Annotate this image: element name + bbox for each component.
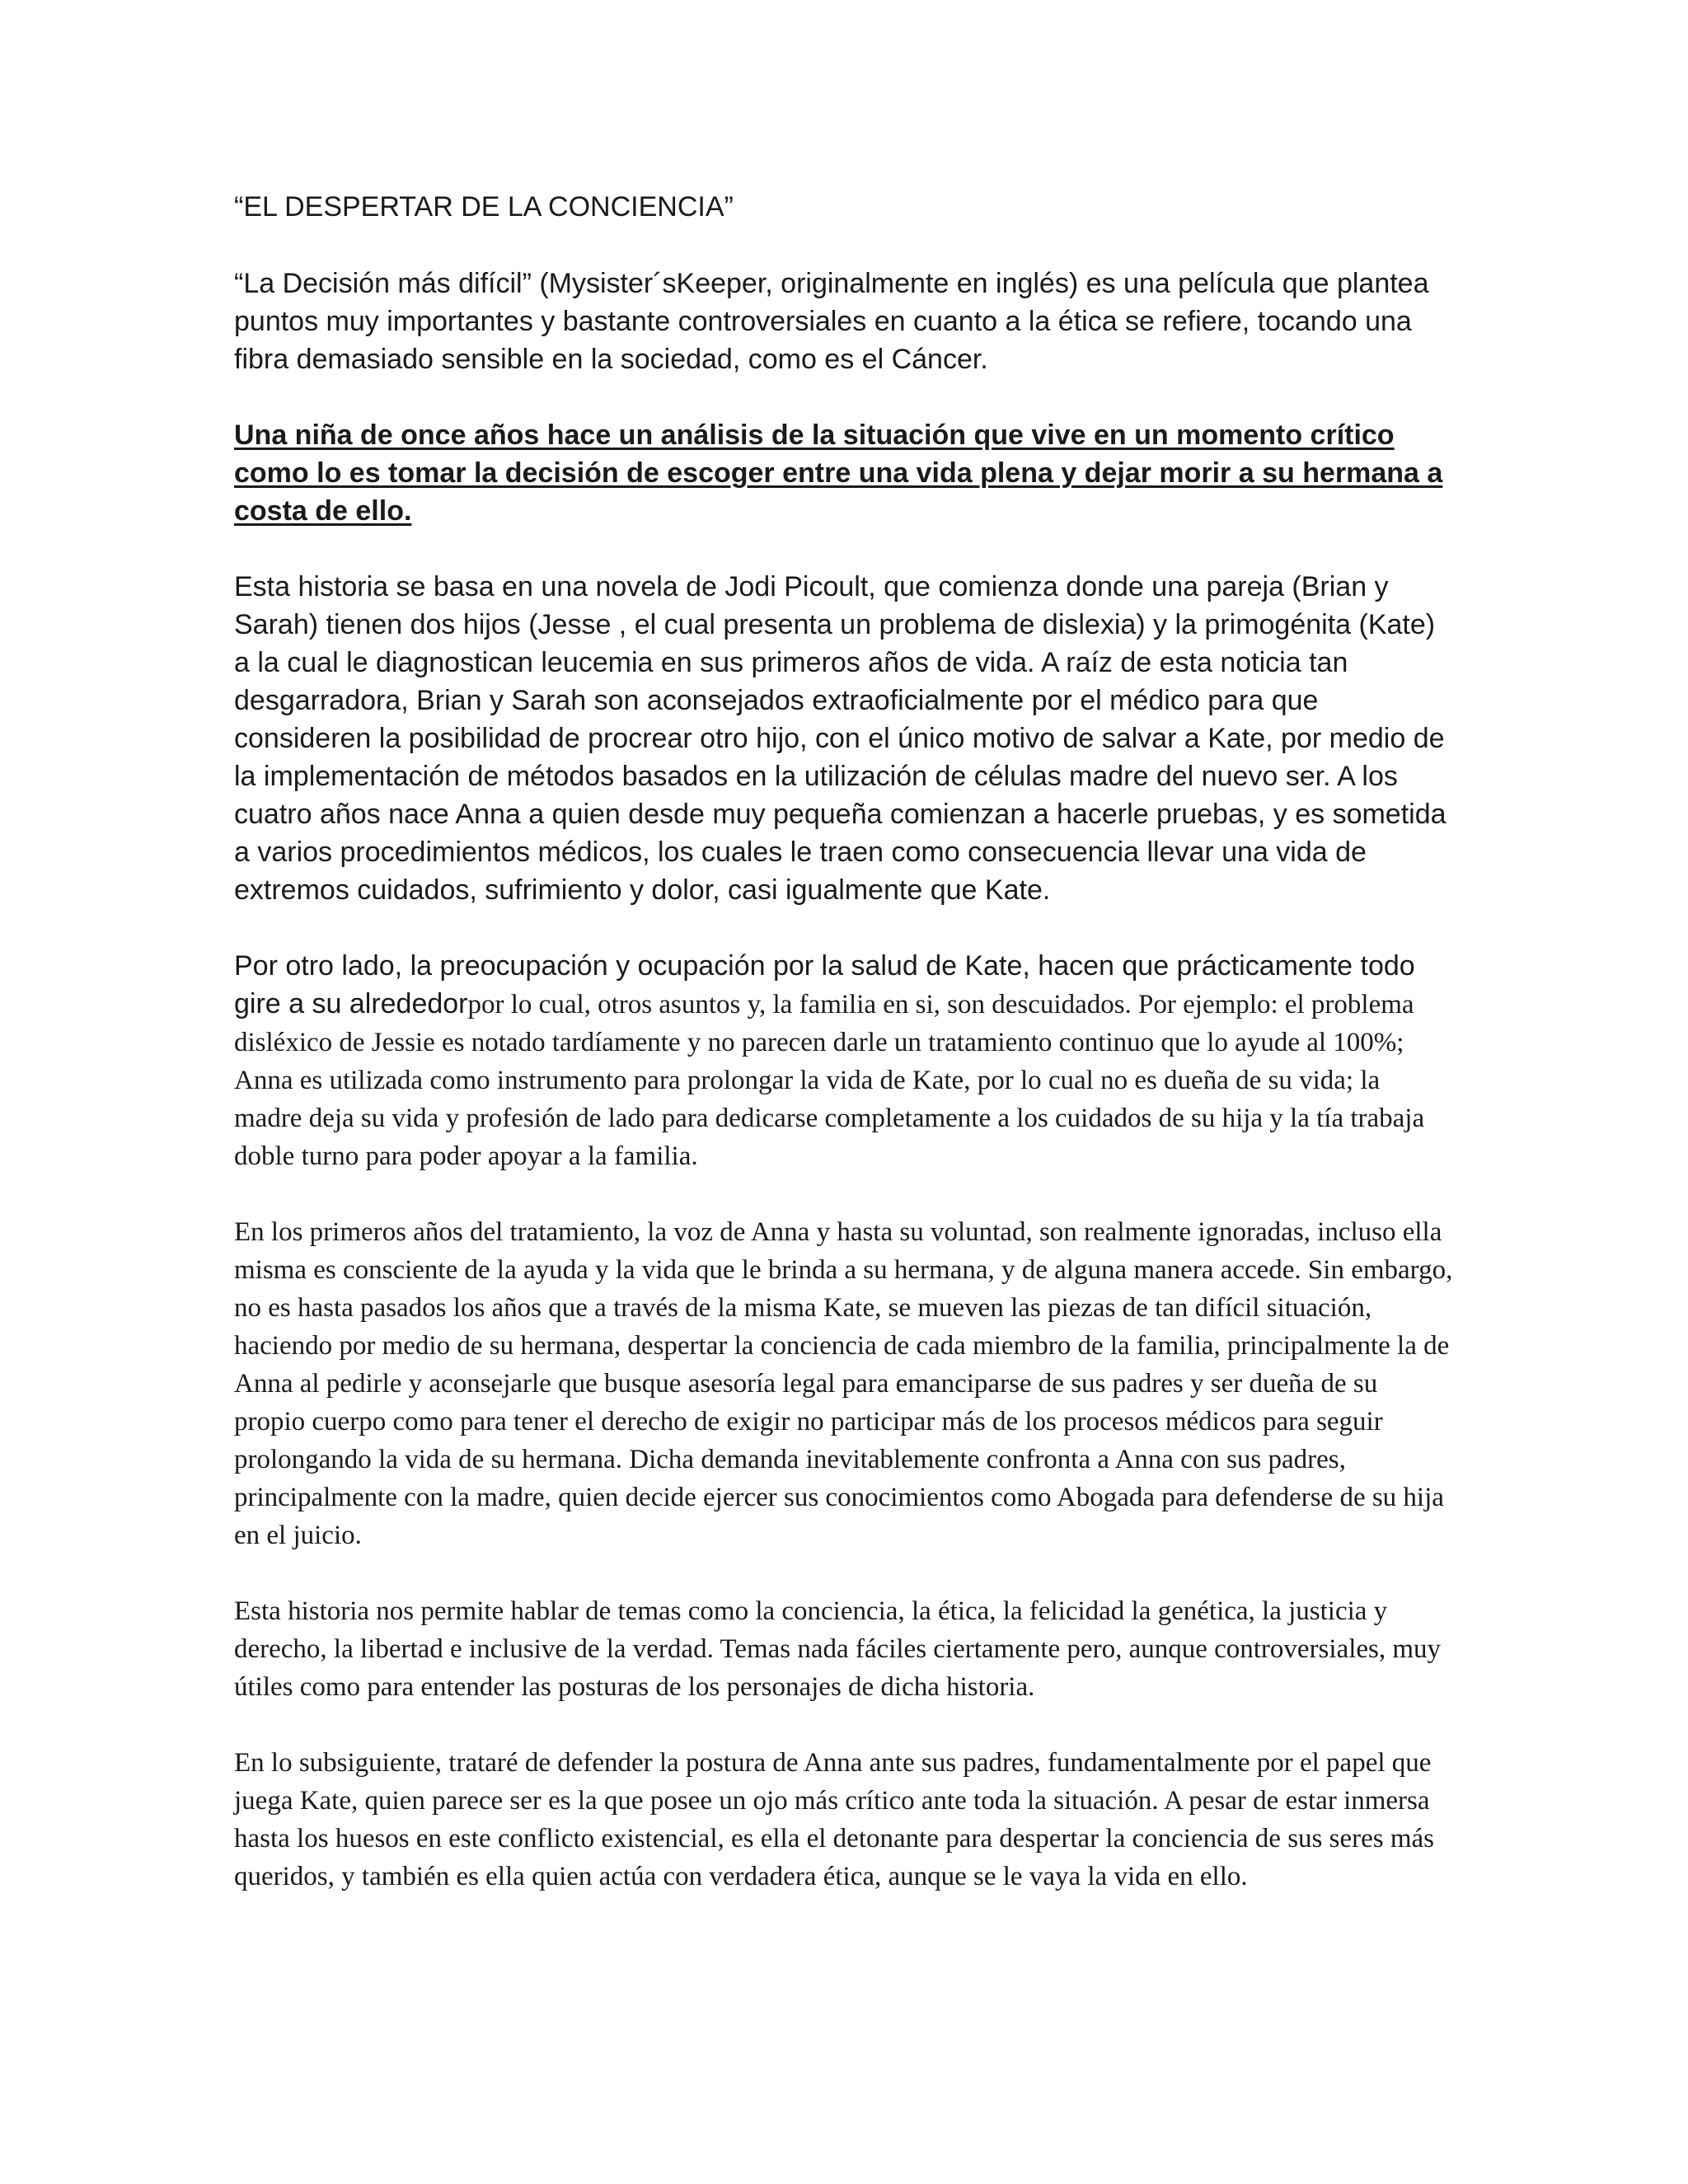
intro-paragraph: “La Decisión más difícil” (Mysister´sKeeper, originalmente en inglés) es una película que plantea puntos muy importantes y bastante controversiales en cuanto a la ética se refiere, tocando una fibra demasiado sensible en la sociedad, como es el Cáncer. — [234, 268, 1429, 375]
paragraph-position: En lo subsiguiente, trataré de defender la postura de Anna ante sus padres, fundamentalmente por el papel que juega Kate, quien parece ser es la que posee un ojo más crítico ante toda la situación. A pesar de estar inmersa hasta los huesos en este conflicto existencial, es ella el detonante para despertar la conciencia de sus seres más queridos, y también es ella quien actúa con verdadera ética, aunque se le vaya la vida en ello. — [234, 1748, 1435, 1891]
paragraph-themes: Esta historia nos permite hablar de temas como la conciencia, la ética, la felicidad la genética, la justicia y derecho, la libertad e inclusive de la verdad. Temas nada fáciles ciertamente pero, aunque controversiales, muy útiles como para entender las posturas de los personajes de dicha historia. — [234, 1596, 1442, 1702]
paragraph-family-neglect — [234, 947, 1454, 1175]
paragraph-family-neglect-serif-part: por lo cual, otros asuntos y, la familia en si, son descuidados. Por ejemplo: el problema disléxico de Jessie es notado tardíamente y no parecen darle un tratamiento continuo que lo ayude al 100%; Anna es utilizada como instrumento para prolongar la vida de Kate, por lo cual no es dueña de su vida; la madre deja su vida y profesión de lado para dedicarse completamente a los cuidados de su hija y la tía trabaja doble turno para poder apoyar a la familia. — [234, 990, 1425, 1171]
thesis-statement: Una niña de once años hace un análisis de la situación que vive en un momento crítico como lo es tomar la decisión de escoger entre una vida plena y dejar morir a su hermana a costa de ello. — [234, 419, 1443, 527]
paragraph-treatment-years: En los primeros años del tratamiento, la voz de Anna y hasta su voluntad, son realmente ignoradas, incluso ella misma es consciente de la ayuda y la vida que le brinda a su hermana, y de alguna manera accede. Sin embargo, no es hasta pasados los años que a través de la misma Kate, se mueven las piezas de tan difícil situación, haciendo por medio de su hermana, despertar la conciencia de cada miembro de la familia, principalmente la de Anna al pedirle y aconsejarle que busque asesoría legal para emanciparse de sus padres y ser dueña de su propio cuerpo como para tener el derecho de exigir no participar más de los procesos médicos para seguir prolongando la vida de su hermana. Dicha demanda inevitablemente confronta a Anna con sus padres, principalmente con la madre, quien decide ejercer sus conocimientos como Abogada para defenderse de su hija en el juicio. — [234, 1217, 1453, 1550]
document-page — [234, 188, 1454, 1896]
paragraph-story-summary: Esta historia se basa en una novela de Jodi Picoult, que comienza donde una pareja (Brian y Sarah) tienen dos hijos (Jesse , el cual presenta un problema de dislexia) y la primogénita (Kate) a la cual le diagnostican leucemia en sus primeros años de vida. A raíz de esta noticia tan desgarradora, Brian y Sarah son aconsejados extraoficialmente por el médico para que consideren la posibilidad de procrear otro hijo, con el único motivo de salvar a Kate, por medio de la implementación de métodos basados en la utilización de células madre del nuevo ser. A los cuatro años nace Anna a quien desde muy pequeña comienzan a hacerle pruebas, y es sometida a varios procedimientos médicos, los cuales le traen como consecuencia llevar una vida de extremos cuidados, sufrimiento y dolor, casi igualmente que Kate. — [234, 571, 1447, 906]
document-title: “EL DESPERTAR DE LA CONCIENCIA” — [234, 191, 734, 223]
paragraph-family-neglect-sans-part: Por otro lado, la preocupación y ocupación por la salud de Kate, hacen que prácticamente todo gire a su alrededor — [234, 950, 1415, 1019]
